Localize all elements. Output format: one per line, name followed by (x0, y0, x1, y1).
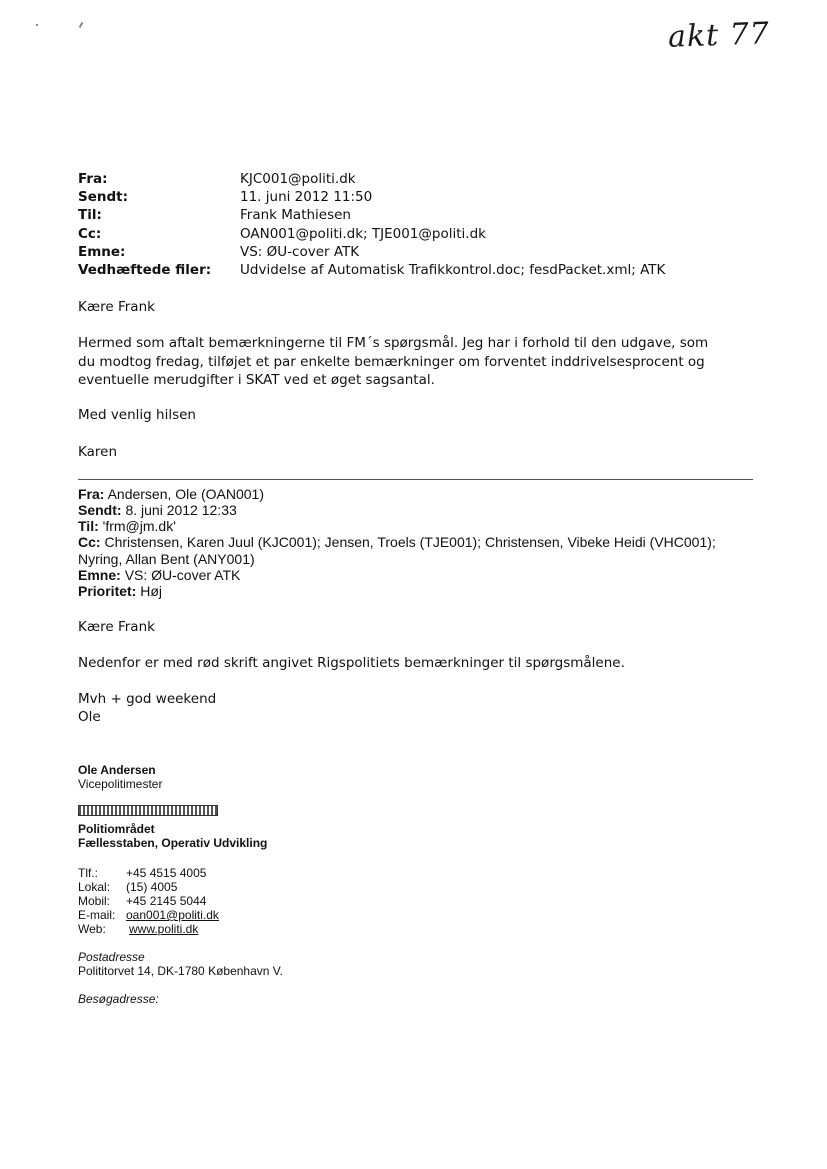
contact-tlf (78, 866, 206, 880)
fwd-emne-label: Emne: (78, 567, 121, 583)
contact-web (78, 922, 198, 936)
fwd-closing-line1: Mvh + god weekend (78, 691, 217, 707)
fwd-cc (78, 534, 758, 567)
contact-mobil-label: Mobil: (78, 894, 111, 908)
email-signature: Karen (78, 444, 118, 460)
contact-email (78, 908, 219, 922)
header-value-sendt: 11. juni 2012 11:50 (240, 189, 373, 205)
fwd-prioritet-label: Prioritet: (78, 583, 137, 599)
contact-lokal-label: Lokal: (78, 880, 111, 894)
header-label-fra: Fra: (78, 171, 108, 187)
sig-name: Ole Andersen (78, 763, 156, 777)
fwd-fra (78, 486, 758, 503)
email-paragraph: Hermed som aftalt bemærkningerne til FM´s spørgsmål. Jeg har i forhold til den udgave, som du modtog fredag, tilføjet et par enkelte bemærkninger om forventet inddrivelsesprocent og eventuelle merudgifter i SKAT ved et øget sagsantal. (78, 335, 709, 388)
contact-tlf-value: +45 4515 4005 (126, 866, 207, 880)
header-label-sendt: Sendt: (78, 189, 129, 205)
email-closing: Med venlig hilsen (78, 407, 196, 423)
contact-web-label: Web: (78, 922, 106, 936)
contact-lokal (78, 880, 177, 894)
fwd-til (78, 518, 758, 535)
header-value-fra: KJC001@politi.dk (240, 171, 356, 187)
visit-heading: Besøgadresse: (78, 992, 159, 1006)
sig-department: Fællesstaben, Operativ Udvikling (78, 836, 268, 850)
contact-email-link[interactable]: oan001@politi.dk (126, 908, 219, 922)
header-label-emne: Emne: (78, 244, 126, 260)
scan-speck (79, 22, 84, 28)
contact-tlf-label: Tlf.: (78, 866, 98, 880)
header-value-emne: VS: ØU-cover ATK (240, 244, 360, 260)
fwd-fra-label: Fra: (78, 486, 105, 502)
fwd-prioritet (78, 583, 758, 600)
fwd-sendt-label: Sendt: (78, 502, 122, 518)
fwd-sendt (78, 502, 758, 519)
postal-heading: Postadresse (78, 950, 145, 964)
fwd-cc-label: Cc: (78, 534, 101, 550)
fwd-prioritet-value: Høj (140, 583, 163, 599)
fwd-til-value: 'frm@jm.dk' (102, 518, 176, 534)
email-greeting: Kære Frank (78, 299, 155, 315)
fwd-paragraph: Nedenfor er med rød skrift angivet Rigspolitiets bemærkninger til spørgsmålene. (78, 655, 625, 671)
contact-web-link[interactable]: www.politi.dk (129, 922, 199, 936)
header-value-attachments: Udvidelse af Automatisk Trafikkontrol.doc; fesdPacket.xml; ATK (240, 262, 666, 278)
fwd-til-label: Til: (78, 518, 99, 534)
handwritten-note: akt 77 (667, 16, 771, 55)
contact-mobil (78, 894, 206, 908)
header-label-til: Til: (78, 207, 102, 223)
scan-speck (36, 24, 38, 26)
header-label-attachments: Vedhæftede filer: (78, 262, 212, 278)
fwd-emne (78, 567, 758, 584)
contact-lokal-value: (15) 4005 (126, 880, 178, 894)
sig-org: Politiområdet (78, 822, 155, 836)
postal-address: Polititorvet 14, DK-1780 København V. (78, 964, 284, 978)
header-label-cc: Cc: (78, 226, 102, 242)
sig-title: Vicepolitimester (78, 777, 163, 791)
header-value-til: Frank Mathiesen (240, 207, 351, 223)
contact-email-label: E-mail: (78, 908, 116, 922)
fwd-emne-value: VS: ØU-cover ATK (124, 567, 241, 583)
header-value-cc: OAN001@politi.dk; TJE001@politi.dk (240, 226, 486, 242)
fwd-fra-value: Andersen, Ole (OAN001) (107, 486, 264, 502)
fwd-sendt-value: 8. juni 2012 12:33 (125, 502, 237, 518)
fwd-greeting: Kære Frank (78, 619, 155, 635)
forward-divider (78, 479, 753, 480)
contact-mobil-value: +45 2145 5044 (126, 894, 207, 908)
police-logo-strip (78, 805, 218, 816)
fwd-closing-line2: Ole (78, 709, 101, 725)
fwd-cc-value: Christensen, Karen Juul (KJC001); Jensen, Troels (TJE001); Christensen, Vibeke Heidi (VHC001); Nyring, Allan Bent (ANY001) (78, 534, 716, 567)
